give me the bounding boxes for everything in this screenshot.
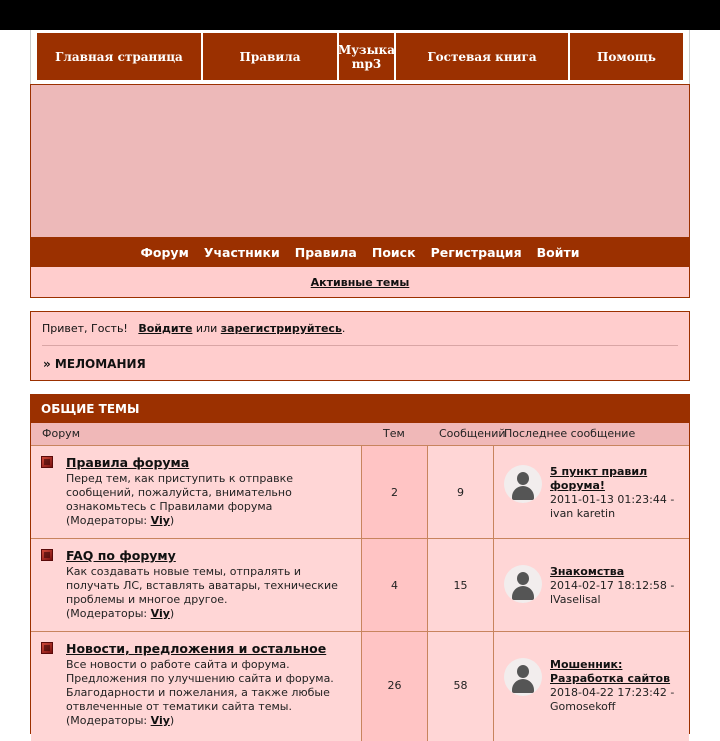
forum-status-icon	[41, 549, 53, 561]
header-last-post: Последнее сообщение	[504, 427, 636, 440]
forum-moderators	[66, 607, 356, 621]
category-title: ОБЩИЕ ТЕМЫ	[31, 395, 689, 423]
last-post-cell	[493, 632, 689, 741]
welcome-line	[42, 322, 345, 335]
active-topics-bar	[31, 267, 689, 297]
avatar	[504, 565, 542, 603]
topnav-help[interactable]: Помощь	[570, 33, 683, 80]
last-post-cell	[493, 446, 689, 538]
top-black-bar	[0, 0, 720, 30]
forum-moderators	[66, 514, 356, 528]
nav-members[interactable]: Участники	[203, 244, 280, 260]
login-link[interactable]: Войдите	[138, 322, 193, 335]
table-row	[31, 631, 689, 741]
forum-title-link[interactable]: Новости, предложения и остальное	[66, 641, 327, 656]
moderators-prefix: (Модераторы:	[66, 714, 151, 727]
breadcrumb[interactable]: » МЕЛОМАНИЯ	[43, 357, 146, 371]
last-post-title-link[interactable]: Мошенник: Разработка сайтов	[550, 658, 671, 685]
last-post-date: 2011-01-13 01:23:44 -	[550, 493, 675, 506]
nav-login[interactable]: Войти	[536, 244, 580, 260]
active-topics-link[interactable]: Активные темы	[310, 275, 410, 289]
forum-status-icon	[41, 642, 53, 654]
table-row	[31, 538, 689, 631]
topics-count: 26	[361, 632, 427, 741]
header-posts: Сообщений	[439, 427, 506, 440]
topics-count: 2	[361, 446, 427, 538]
avatar	[504, 465, 542, 503]
moderator-link[interactable]: Viy	[150, 714, 170, 727]
topnav-music[interactable]: Музыка mp3	[339, 33, 394, 80]
posts-count: 9	[427, 446, 493, 538]
forum-moderators	[66, 714, 356, 728]
topnav-guestbook[interactable]: Гостевая книга	[396, 33, 568, 80]
topnav-rules[interactable]: Правила	[203, 33, 337, 80]
last-post-user: Gomosekoff	[550, 700, 616, 713]
forum-description	[66, 472, 356, 528]
last-post-date: 2018-04-22 17:23:42 -	[550, 686, 675, 699]
forum-description-text: Перед тем, как приступить к отправке сообщений, пожалуйста, внимательно ознакомьтесь с Правилами форума	[66, 472, 293, 513]
divider	[42, 345, 678, 346]
header-forum: Форум	[42, 427, 80, 440]
nav-forum[interactable]: Форум	[140, 244, 189, 260]
or-text: или	[195, 322, 218, 335]
forum-title-link[interactable]: Правила форума	[66, 455, 190, 470]
main-navigation	[31, 237, 689, 267]
nav-rules[interactable]: Правила	[294, 244, 357, 260]
nav-search[interactable]: Поиск	[371, 244, 416, 260]
topics-count: 4	[361, 539, 427, 631]
forum-cell	[31, 632, 361, 741]
forum-status-icon	[41, 456, 53, 468]
forum-description-text: Все новости о работе сайта и форума. Предложения по улучшению сайта и форума. Благодарности и пожелания, а также любые отвлеченные от тематики сайта темы.	[66, 658, 334, 713]
forum-description	[66, 565, 356, 621]
header-topics: Тем	[383, 427, 405, 440]
forum-list	[30, 394, 690, 734]
moderators-suffix: )	[169, 607, 175, 620]
posts-count: 15	[427, 539, 493, 631]
header-banner	[30, 84, 690, 298]
last-post-title-link[interactable]: 5 пункт правил форума!	[550, 465, 648, 492]
moderators-suffix: )	[169, 514, 175, 527]
forum-cell	[31, 539, 361, 631]
period-text: .	[341, 322, 346, 335]
avatar	[504, 658, 542, 696]
forum-table-header	[31, 423, 689, 445]
table-row	[31, 445, 689, 538]
last-post-cell	[493, 539, 689, 631]
last-post-user: lVaselisal	[550, 593, 601, 606]
nav-register[interactable]: Регистрация	[430, 244, 522, 260]
moderators-prefix: (Модераторы:	[66, 514, 151, 527]
forum-cell	[31, 446, 361, 538]
top-navigation	[30, 30, 690, 84]
forum-description	[66, 658, 356, 728]
topnav-home[interactable]: Главная страница	[37, 33, 201, 80]
moderator-link[interactable]: Viy	[150, 514, 170, 527]
moderator-link[interactable]: Viy	[150, 607, 170, 620]
last-post-title-link[interactable]: Знакомства	[550, 565, 625, 578]
moderators-prefix: (Модераторы:	[66, 607, 151, 620]
posts-count: 58	[427, 632, 493, 741]
forum-description-text: Как создавать новые темы, отпралять и получать ЛС, вставлять аватары, технические проблемы и многое другое.	[66, 565, 338, 606]
moderators-suffix: )	[169, 714, 175, 727]
greeting-text: Привет, Гость!	[42, 322, 128, 335]
forum-title-link[interactable]: FAQ по форуму	[66, 548, 176, 563]
last-post-date: 2014-02-17 18:12:58 -	[550, 579, 675, 592]
register-link[interactable]: зарегистрируйтесь	[220, 322, 342, 335]
welcome-panel	[30, 311, 690, 381]
last-post-user: ivan karetin	[550, 507, 616, 520]
